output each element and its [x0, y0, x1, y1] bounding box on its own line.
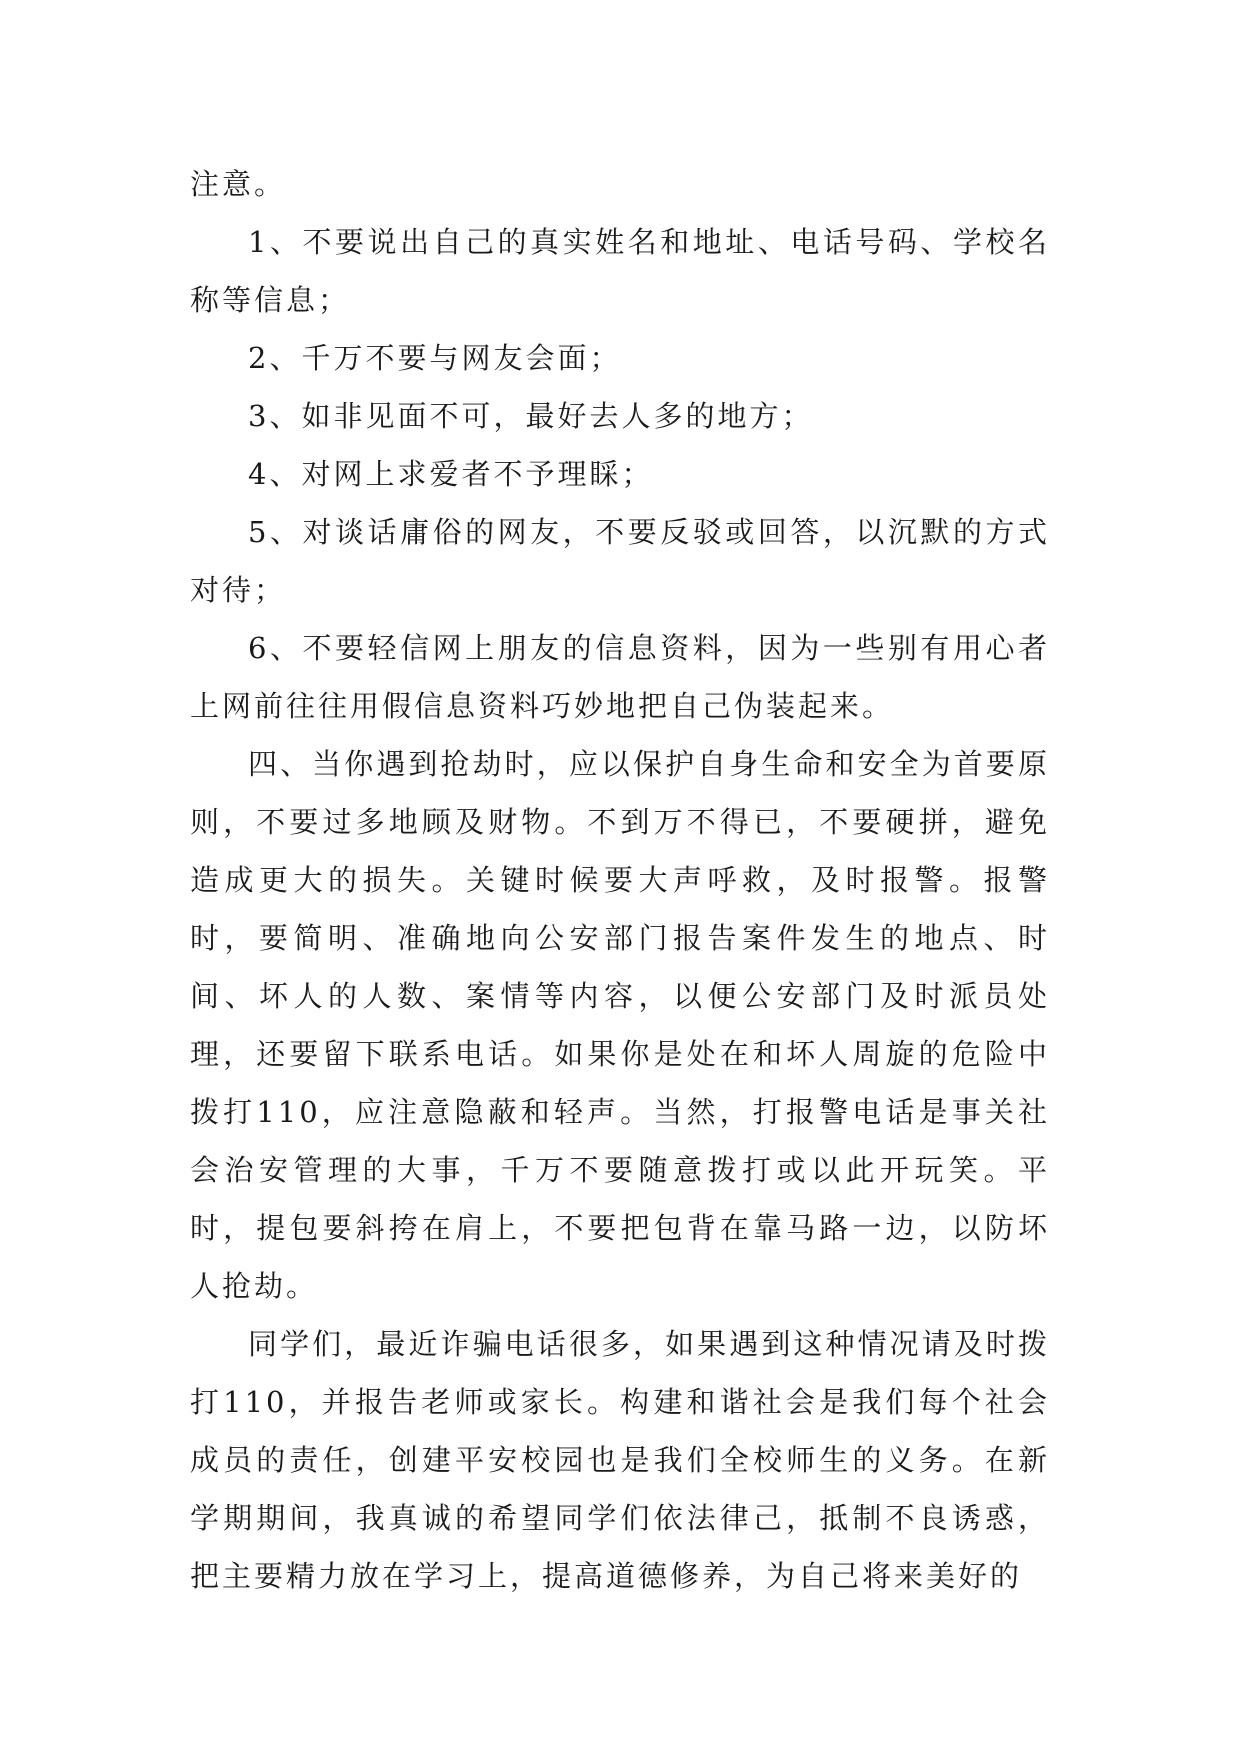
paragraph-item-6: 6、不要轻信网上朋友的信息资料，因为一些别有用心者上网前往往用假信息资料巧妙地把自己伪装起来。	[190, 631, 1050, 723]
paragraph-item-5: 5、对谈话庸俗的网友，不要反驳或回答，以沉默的方式对待；	[190, 515, 1050, 607]
document-body	[190, 155, 1050, 1605]
paragraph-item-1: 1、不要说出自己的真实姓名和地址、电话号码、学校名称等信息；	[190, 225, 1050, 317]
paragraph-continuation: 注意。	[190, 167, 287, 201]
paragraph-closing: 同学们，最近诈骗电话很多，如果遇到这种情况请及时拨打110，并报告老师或家长。构建和谐社会是我们每个社会成员的责任，创建平安校园也是我们全校师生的义务。在新学期期间，我真诚的希望同学们依法律己，抵制不良诱惑，把主要精力放在学习上，提高道德修养，为自己将来美好的	[190, 1327, 1050, 1593]
paragraph-section-four: 四、当你遇到抢劫时，应以保护自身生命和安全为首要原则，不要过多地顾及财物。不到万不得已，不要硬拼，避免造成更大的损失。关键时候要大声呼救，及时报警。报警时，要简明、准确地向公安部门报告案件发生的地点、时间、坏人的人数、案情等内容，以便公安部门及时派员处理，还要留下联系电话。如果你是处在和坏人周旋的危险中拨打110，应注意隐蔽和轻声。当然，打报警电话是事关社会治安管理的大事，千万不要随意拨打或以此开玩笑。平时，提包要斜挎在肩上，不要把包背在靠马路一边，以防坏人抢劫。	[190, 747, 1050, 1303]
paragraph-item-2: 2、千万不要与网友会面；	[248, 341, 622, 375]
paragraph-item-4: 4、对网上求爱者不予理睬；	[248, 457, 654, 491]
paragraph-item-3: 3、如非见面不可，最好去人多的地方；	[248, 399, 814, 433]
